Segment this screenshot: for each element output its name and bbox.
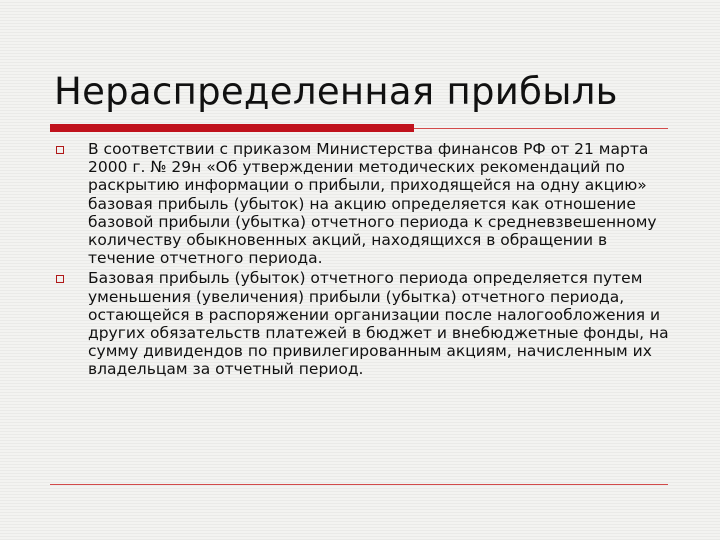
square-bullet-icon: [56, 146, 64, 154]
footer-divider: [50, 484, 668, 485]
title-underline-thin: [414, 128, 668, 129]
title-underline-accent: [50, 124, 414, 132]
bullet-item: [56, 140, 676, 267]
square-bullet-icon: [56, 275, 64, 283]
slide-title: Нераспределенная прибыль: [54, 70, 618, 113]
bullet-item: [56, 269, 676, 378]
bullet-text: В соответствии с приказом Министерства финансов РФ от 21 марта 2000 г. № 29н «Об утверждении методических рекомендаций по раскрытию информации о прибыли, приходящейся на одну акцию» базовая прибыль (убыток) на акцию определяется как отношение базовой прибыли (убытка) отчетного периода к средневзвешенному количеству обыкновенных акций, находящихся в обращении в течение отчетного периода.: [88, 140, 657, 268]
slide-body: [56, 140, 676, 381]
bullet-text: Базовая прибыль (убыток) отчетного периода определяется путем уменьшения (увеличения) прибыли (убытка) отчетного периода, остающейся в распоряжении организации после налогообложения и других обязательств платежей в бюджет и внебюджетные фонды, на сумму дивидендов по привилегированным акциям, начисленным их владельцам за отчетный период.: [88, 269, 669, 379]
